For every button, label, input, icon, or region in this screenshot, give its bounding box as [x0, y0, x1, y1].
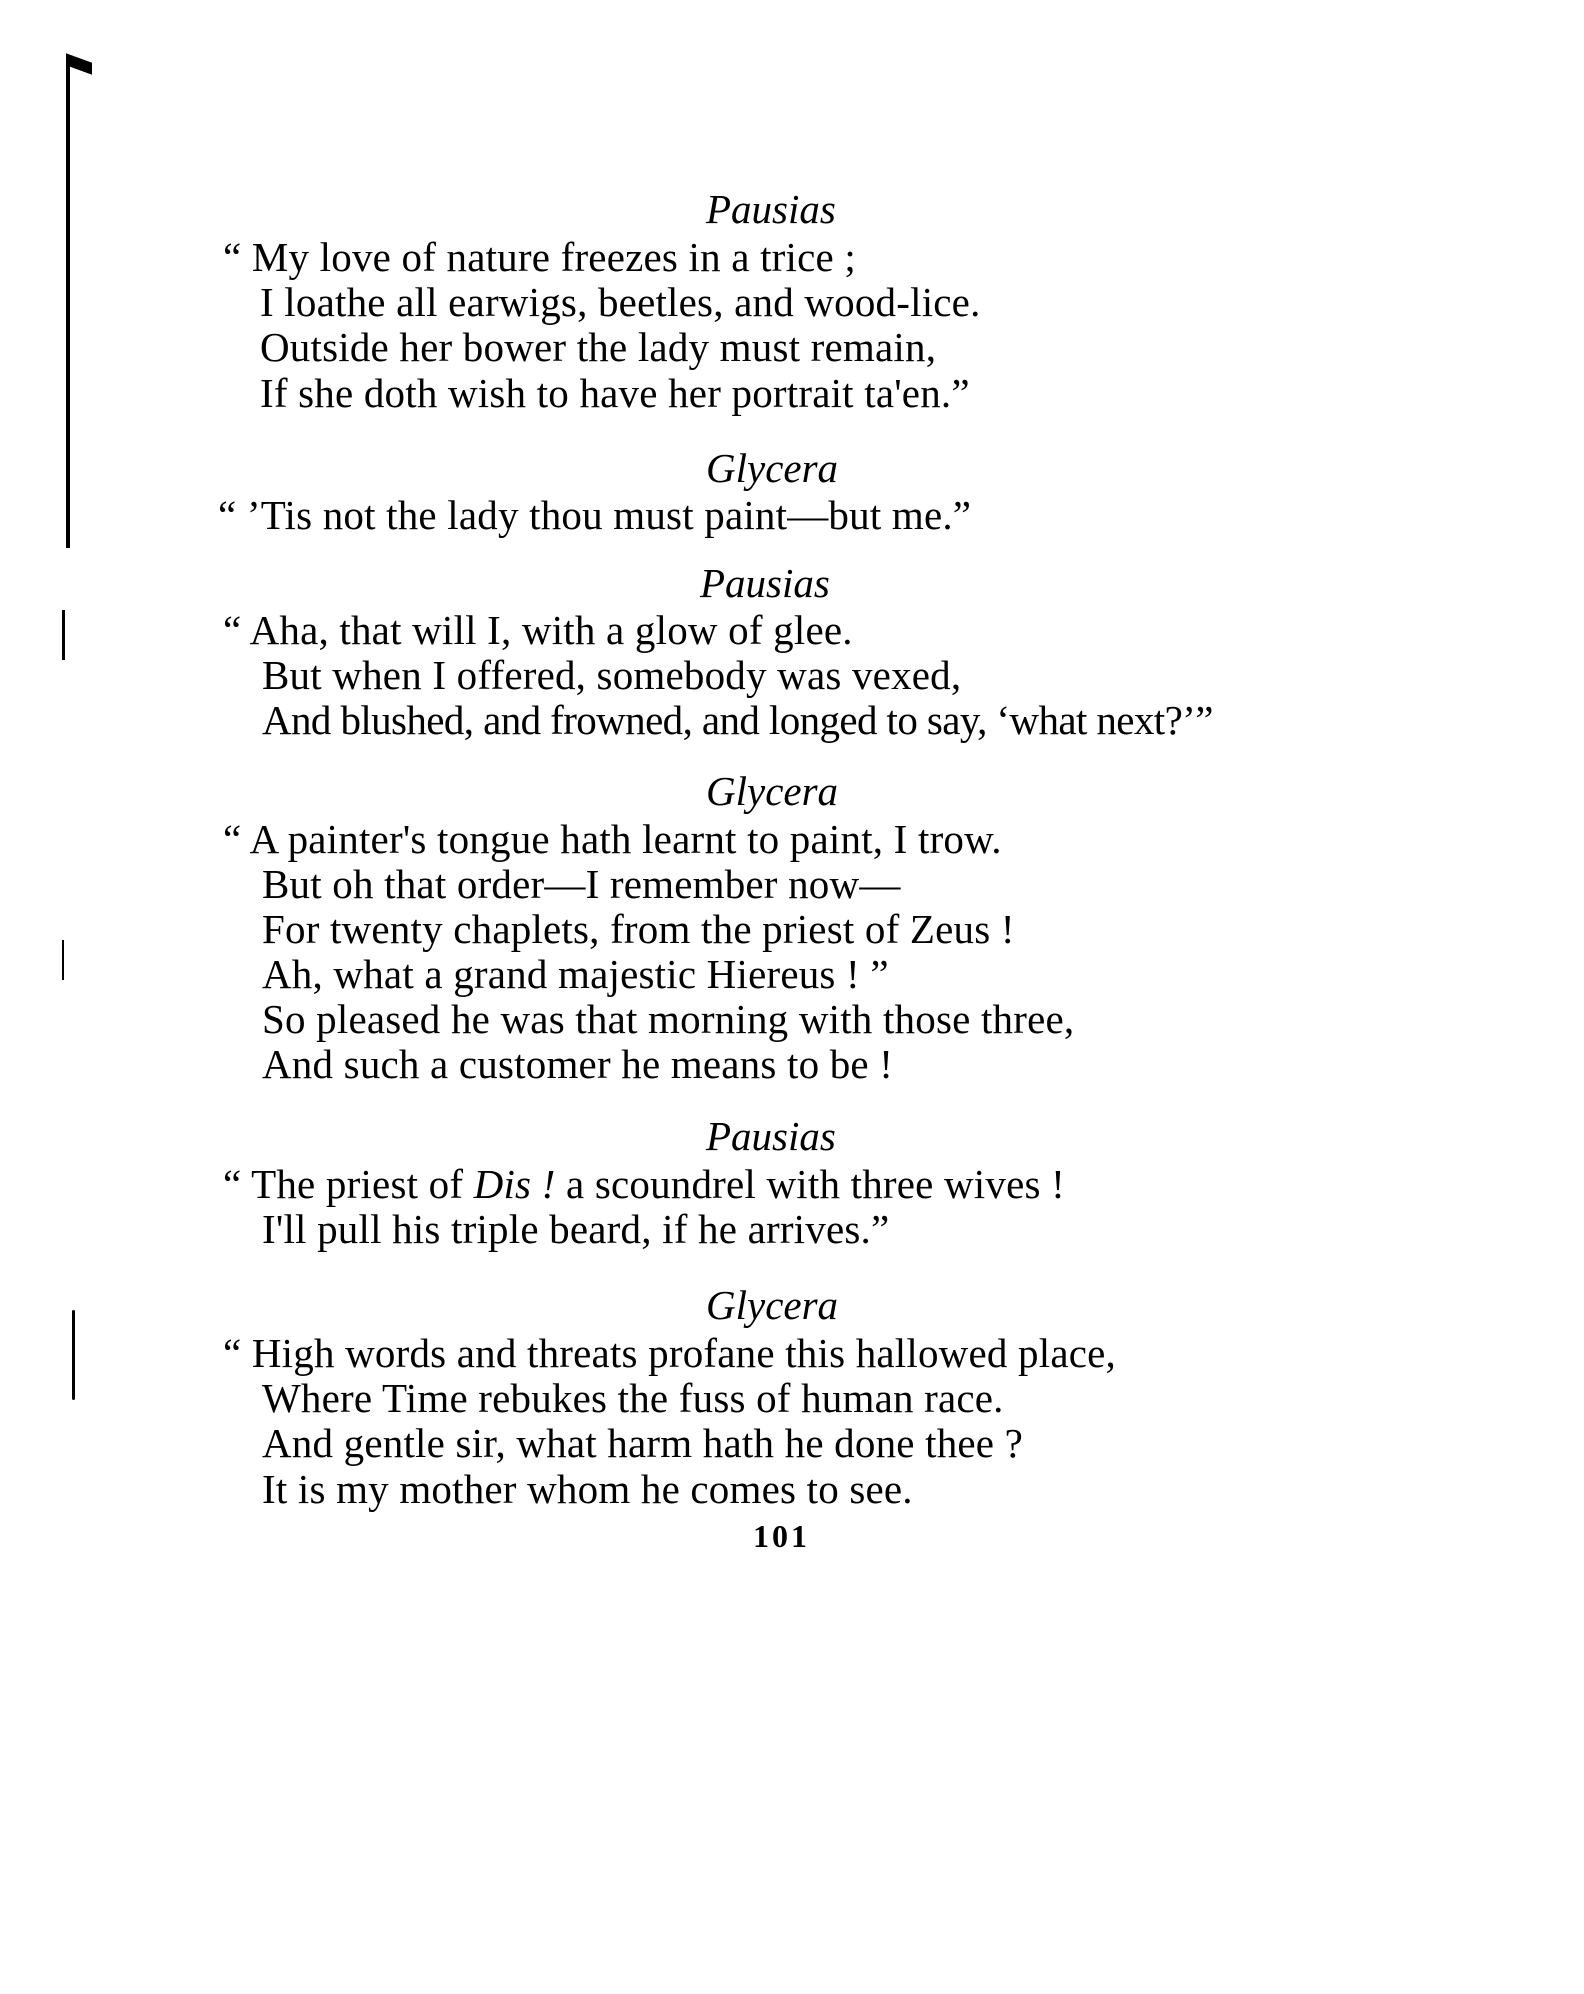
verse-line: “ A painter's tongue hath learnt to paint, I trow.	[223, 816, 1002, 862]
speaker-heading: Glycera	[706, 1282, 839, 1328]
verse-line: Outside her bower the lady must remain,	[260, 324, 937, 370]
verse-line: Ah, what a grand majestic Hiereus ! ”	[262, 951, 889, 997]
speaker-heading: Pausias	[706, 186, 836, 232]
verse-line: I'll pull his triple beard, if he arrives.”	[262, 1206, 890, 1252]
verse-text: a scoundrel with three wives !	[555, 1161, 1065, 1207]
verse-line	[223, 1161, 1065, 1207]
verse-line: And gentle sir, what harm hath he done thee ?	[262, 1420, 1024, 1466]
verse-line: “ ’Tis not the lady thou must paint—but me.”	[218, 492, 972, 538]
verse-italic-name: Dis !	[473, 1161, 556, 1207]
speaker-heading: Glycera	[706, 768, 839, 814]
scan-edge-mark	[66, 58, 70, 548]
scan-edge-mark	[62, 610, 65, 660]
scan-edge-mark	[62, 940, 64, 980]
speaker-heading: Glycera	[706, 445, 839, 491]
speaker-heading: Pausias	[706, 1113, 836, 1159]
speaker-heading: Pausias	[700, 560, 830, 606]
verse-line: And such a customer he means to be !	[262, 1041, 894, 1087]
verse-line: So pleased he was that morning with those three,	[262, 996, 1075, 1042]
verse-line: But oh that order—I remember now—	[262, 861, 901, 907]
verse-line: I loathe all earwigs, beetles, and wood-lice.	[260, 279, 981, 325]
verse-line: But when I offered, somebody was vexed,	[262, 652, 962, 698]
verse-line: “ Aha, that will I, with a glow of glee.	[223, 607, 853, 653]
verse-line: “ High words and threats profane this hallowed place,	[223, 1330, 1116, 1376]
verse-text: “ The priest of	[223, 1161, 474, 1207]
page-number: 101	[753, 1518, 810, 1554]
verse-line: It is my mother whom he comes to see.	[262, 1466, 913, 1512]
verse-line: For twenty chaplets, from the priest of Zeus !	[262, 906, 1015, 952]
verse-line: “ My love of nature freezes in a trice ;	[223, 234, 856, 280]
verse-line: If she doth wish to have her portrait ta'en.”	[260, 370, 970, 416]
verse-line: And blushed, and frowned, and longed to say, ‘what next?’”	[262, 697, 1213, 743]
scan-edge-mark	[72, 1310, 75, 1400]
verse-line: Where Time rebukes the fuss of human race.	[262, 1375, 1004, 1421]
